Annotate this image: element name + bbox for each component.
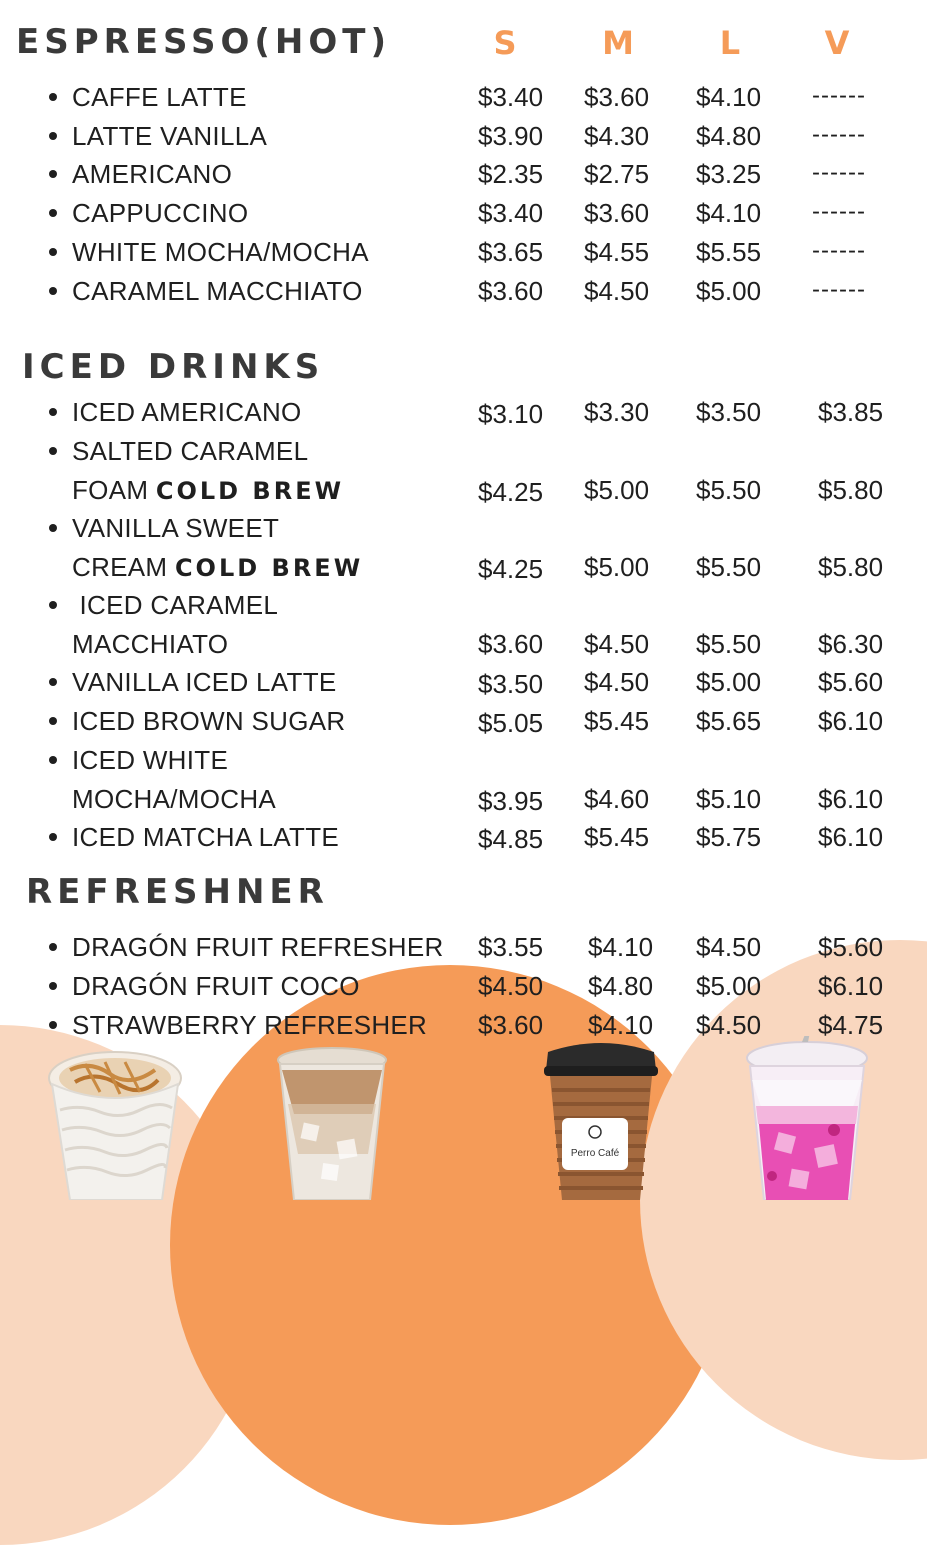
- item-name-line2: CREAM: [72, 552, 168, 582]
- menu-row: [0, 194, 927, 232]
- price-v: ------: [812, 237, 866, 264]
- bullet: [49, 717, 57, 725]
- price-s: $3.60: [478, 629, 544, 659]
- price-l: $5.50: [696, 552, 762, 582]
- bullet: [49, 248, 57, 256]
- price-m: $4.60: [584, 784, 650, 814]
- price-s: $3.95: [478, 786, 544, 816]
- price-l: $3.25: [696, 159, 762, 189]
- item-name: ICED WHITE: [72, 745, 229, 775]
- item-name-line2: MOCHA/MOCHA: [72, 784, 277, 814]
- price-v: ------: [812, 159, 866, 186]
- item-name: CAFFE LATTE: [72, 82, 247, 112]
- price-v: ------: [812, 276, 866, 303]
- bullet: [49, 678, 57, 686]
- menu-row: [0, 393, 927, 431]
- item-name: VANILLA SWEET: [72, 513, 280, 543]
- menu-row: [0, 155, 927, 193]
- menu-row: [0, 117, 927, 155]
- size-header-v: V: [824, 24, 850, 62]
- price-v: $6.30: [818, 629, 884, 659]
- item-name: LATTE VANILLA: [72, 121, 268, 151]
- price-l: $4.80: [696, 121, 762, 151]
- price-v: $6.10: [818, 822, 884, 852]
- item-name-continued: [72, 475, 344, 506]
- menu-row: [0, 78, 927, 116]
- bullet: [49, 93, 57, 101]
- price-l: $4.50: [696, 1010, 762, 1040]
- item-name: SALTED CARAMEL: [72, 436, 309, 466]
- price-m: $4.30: [584, 121, 650, 151]
- menu-row: [0, 702, 927, 740]
- price-l: $3.50: [696, 397, 762, 427]
- price-m: $5.45: [584, 822, 650, 852]
- price-m: $3.60: [584, 198, 650, 228]
- bullet: [49, 1021, 57, 1029]
- bullet: [49, 408, 57, 416]
- price-s: $4.85: [478, 824, 544, 854]
- item-name-line2: FOAM: [72, 475, 149, 505]
- price-l: $5.65: [696, 706, 762, 736]
- price-m: $5.00: [584, 475, 650, 505]
- price-s: $4.50: [478, 971, 544, 1001]
- price-m: $4.10: [588, 1010, 654, 1040]
- menu-row: [0, 741, 927, 819]
- section-title-iced-drinks: ICED DRINKS: [22, 347, 325, 387]
- price-v: $6.10: [818, 784, 884, 814]
- price-s: $3.60: [478, 1010, 544, 1040]
- price-l: $5.00: [696, 276, 762, 306]
- bullet: [49, 209, 57, 217]
- item-name: STRAWBERRY REFRESHER: [72, 1010, 428, 1040]
- item-name-line2: MACCHIATO: [72, 629, 229, 659]
- item-name: ICED AMERICANO: [72, 397, 302, 427]
- price-s: $3.50: [478, 669, 544, 699]
- price-l: $4.10: [696, 82, 762, 112]
- price-v: $6.10: [818, 971, 884, 1001]
- price-s: $3.60: [478, 276, 544, 306]
- price-m: $4.50: [584, 276, 650, 306]
- cold-brew-label: COLD BREW: [174, 554, 364, 582]
- bullet: [49, 132, 57, 140]
- price-l: $5.10: [696, 784, 762, 814]
- bullet: [49, 287, 57, 295]
- price-s: $3.10: [478, 399, 544, 429]
- item-name: CAPPUCCINO: [72, 198, 249, 228]
- price-l: $4.10: [696, 198, 762, 228]
- price-v: $3.85: [818, 397, 884, 427]
- price-s: $4.25: [478, 554, 544, 584]
- bullet: [49, 982, 57, 990]
- price-s: $3.40: [478, 82, 544, 112]
- price-l: $5.00: [696, 667, 762, 697]
- item-name: CARAMEL MACCHIATO: [72, 276, 363, 306]
- price-m: $3.60: [584, 82, 650, 112]
- price-m: $4.55: [584, 237, 650, 267]
- menu-row: [0, 663, 927, 701]
- price-s: $3.65: [478, 237, 544, 267]
- size-header-m: M: [602, 24, 634, 62]
- bullet: [49, 170, 57, 178]
- item-name-continued: [72, 552, 363, 583]
- price-l: $4.50: [696, 932, 762, 962]
- cup-logo-text: Perro Café: [570, 1148, 620, 1159]
- menu-row: [0, 509, 927, 587]
- price-l: $5.55: [696, 237, 762, 267]
- price-l: $5.50: [696, 629, 762, 659]
- menu-row: [0, 818, 927, 856]
- perro-cafe-hot-cup-image: [538, 1030, 664, 1200]
- price-s: $3.90: [478, 121, 544, 151]
- price-m: $5.00: [584, 552, 650, 582]
- price-l: $5.50: [696, 475, 762, 505]
- bullet: [49, 447, 57, 455]
- menu-row: [0, 586, 927, 664]
- size-header-l: L: [719, 24, 741, 62]
- price-s: $3.55: [478, 932, 544, 962]
- price-s: $3.40: [478, 198, 544, 228]
- cold-brew-label: COLD BREW: [155, 477, 345, 505]
- price-v: $5.60: [818, 667, 884, 697]
- bullet: [49, 943, 57, 951]
- size-header-s: S: [493, 24, 517, 62]
- section-title-refresher: REFRESHNER: [26, 872, 329, 912]
- price-l: $5.00: [696, 971, 762, 1001]
- dragon-fruit-drink-cup-image: [742, 1036, 872, 1200]
- price-m: $4.50: [584, 667, 650, 697]
- menu-row: [0, 928, 927, 966]
- caramel-latte-cup-image: [40, 1040, 190, 1200]
- price-v: $5.80: [818, 475, 884, 505]
- price-v: $5.60: [818, 932, 884, 962]
- bullet: [49, 756, 57, 764]
- price-v: $6.10: [818, 706, 884, 736]
- menu-row: [0, 967, 927, 1005]
- price-m: $2.75: [584, 159, 650, 189]
- section-title-espresso: ESPRESSO(HOT): [16, 22, 392, 62]
- iced-latte-cup-image: [272, 1044, 392, 1200]
- item-name: DRAGÓN FRUIT REFRESHER: [72, 932, 444, 962]
- item-name: ICED CARAMEL: [72, 590, 279, 620]
- price-v: ------: [812, 198, 866, 225]
- bullet: [49, 833, 57, 841]
- price-s: $2.35: [478, 159, 544, 189]
- item-name: WHITE MOCHA/MOCHA: [72, 237, 369, 267]
- price-v: $4.75: [818, 1010, 884, 1040]
- bullet: [49, 601, 57, 609]
- item-name: DRAGÓN FRUIT COCO: [72, 971, 360, 1001]
- menu-row: [0, 272, 927, 310]
- price-v: $5.80: [818, 552, 884, 582]
- item-name: VANILLA ICED LATTE: [72, 667, 337, 697]
- item-name: ICED BROWN SUGAR: [72, 706, 346, 736]
- price-m: $3.30: [584, 397, 650, 427]
- menu-row: [0, 432, 927, 510]
- price-m: $5.45: [584, 706, 650, 736]
- menu-row: [0, 233, 927, 271]
- price-s: $5.05: [478, 708, 544, 738]
- item-name: AMERICANO: [72, 159, 233, 189]
- price-v: ------: [812, 121, 866, 148]
- price-m: $4.50: [584, 629, 650, 659]
- price-l: $5.75: [696, 822, 762, 852]
- price-s: $4.25: [478, 477, 544, 507]
- item-name: ICED MATCHA LATTE: [72, 822, 340, 852]
- price-m: $4.80: [588, 971, 654, 1001]
- price-v: ------: [812, 82, 866, 109]
- bullet: [49, 524, 57, 532]
- price-m: $4.10: [588, 932, 654, 962]
